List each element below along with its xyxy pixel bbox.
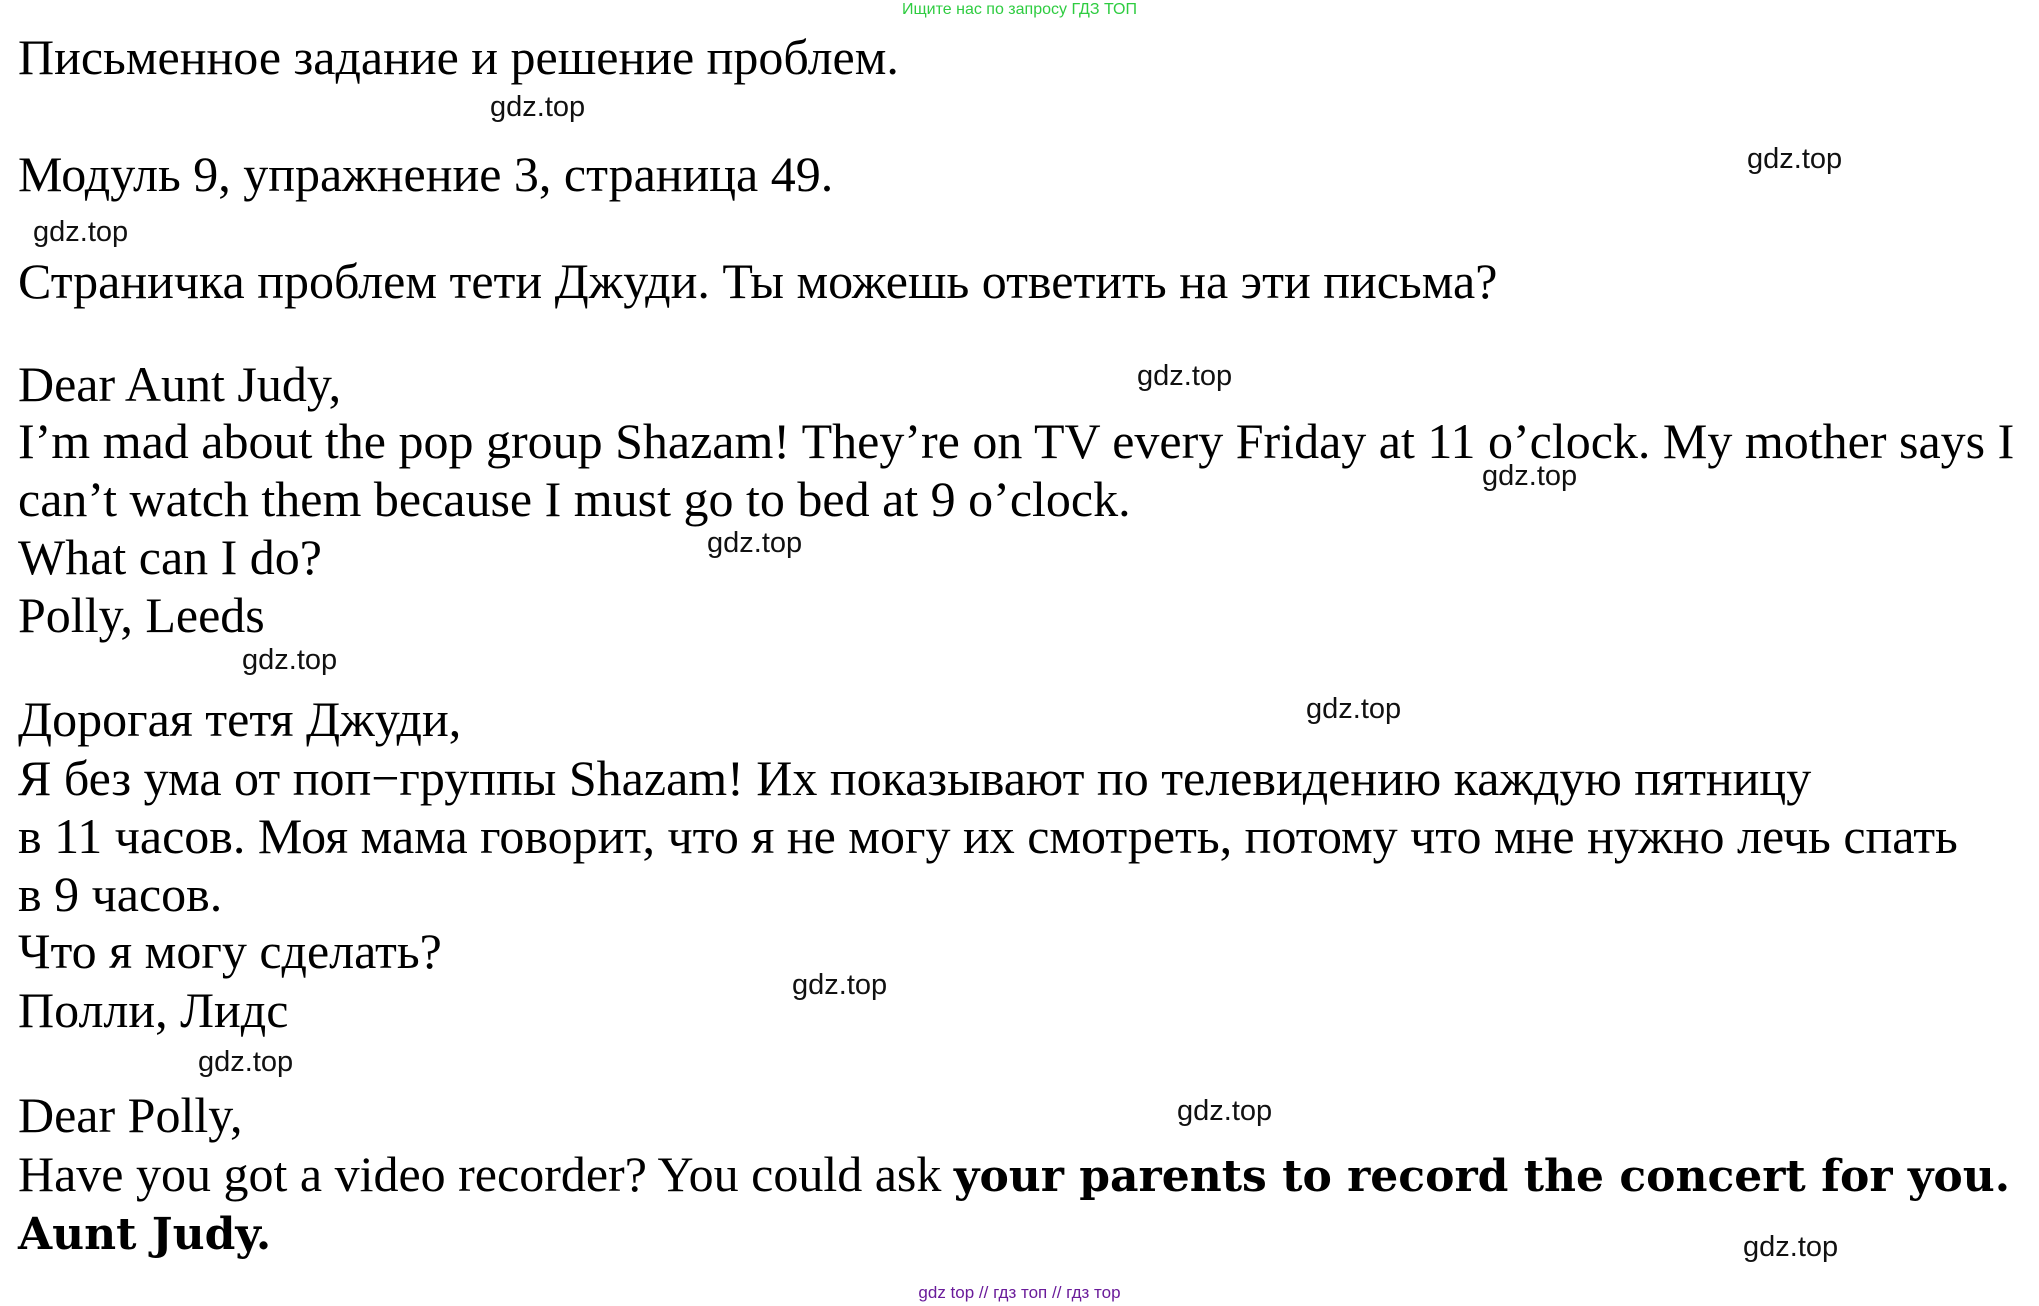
top-banner: Ищите нас по запросу ГДЗ ТОП [902, 1, 1137, 18]
watermark: gdz.top [242, 644, 338, 676]
footer-part-1: gdz top [918, 1283, 975, 1302]
watermark: gdz.top [1482, 460, 1578, 492]
footer-separator: // [978, 1283, 989, 1302]
watermark: gdz.top [707, 527, 803, 559]
watermark: gdz.top [198, 1046, 294, 1078]
reply-line-1 [18, 1145, 2010, 1206]
watermark: gdz.top [490, 91, 586, 123]
watermark: gdz.top [1743, 1231, 1839, 1263]
footer-part-3: гдз тор [1066, 1283, 1121, 1302]
reply-line-1-regular: Have you got a video recorder? You could ask [18, 1146, 954, 1202]
watermark: gdz.top [1137, 360, 1233, 392]
letter-en-greeting: Dear Aunt Judy, [18, 356, 342, 412]
watermark: gdz.top [792, 969, 888, 1001]
watermark: gdz.top [1747, 143, 1843, 175]
letter-ru-line-2: в 11 часов. Моя мама говорит, что я не могу их смотреть, потому что мне нужно лечь спать [18, 808, 1958, 864]
letter-en-signature: Polly, Leeds [18, 587, 265, 643]
reply-line-1-bold: your parents to record the concert for you. [953, 1151, 2011, 1202]
footer-part-2: гдз топ [993, 1283, 1048, 1302]
watermark: gdz.top [33, 216, 129, 248]
letter-ru-line-3: в 9 часов. [18, 866, 223, 922]
watermark: gdz.top [1306, 693, 1402, 725]
reply-signature [18, 1203, 271, 1264]
letter-ru-line-1: Я без ума от поп−группы Shazam! Их показывают по телевидению каждую пятницу [18, 750, 1812, 806]
module-line: Модуль 9, упражнение 3, страница 49. [18, 146, 834, 202]
letter-en-question: What can I do? [18, 529, 323, 585]
letter-ru-signature: Полли, Лидс [18, 982, 289, 1038]
letter-ru-greeting: Дорогая тетя Джуди, [18, 691, 462, 747]
page-title: Письменное задание и решение проблем. [18, 29, 899, 85]
letter-ru-question: Что я могу сделать? [18, 923, 442, 979]
letter-en-line-2: can’t watch them because I must go to bed at 9 o’clock. [18, 471, 1131, 527]
letter-en-line-1: I’m mad about the pop group Shazam! They’re on TV every Friday at 11 o’clock. My mother says I [18, 413, 2015, 469]
reply-greeting: Dear Polly, [18, 1087, 243, 1143]
reply-signature-bold: Aunt Judy. [18, 1209, 272, 1260]
task-line: Страничка проблем тети Джуди. Ты можешь ответить на эти письма? [18, 253, 1498, 309]
footer [0, 1283, 2039, 1303]
watermark: gdz.top [1177, 1095, 1273, 1127]
footer-separator: // [1051, 1283, 1062, 1302]
